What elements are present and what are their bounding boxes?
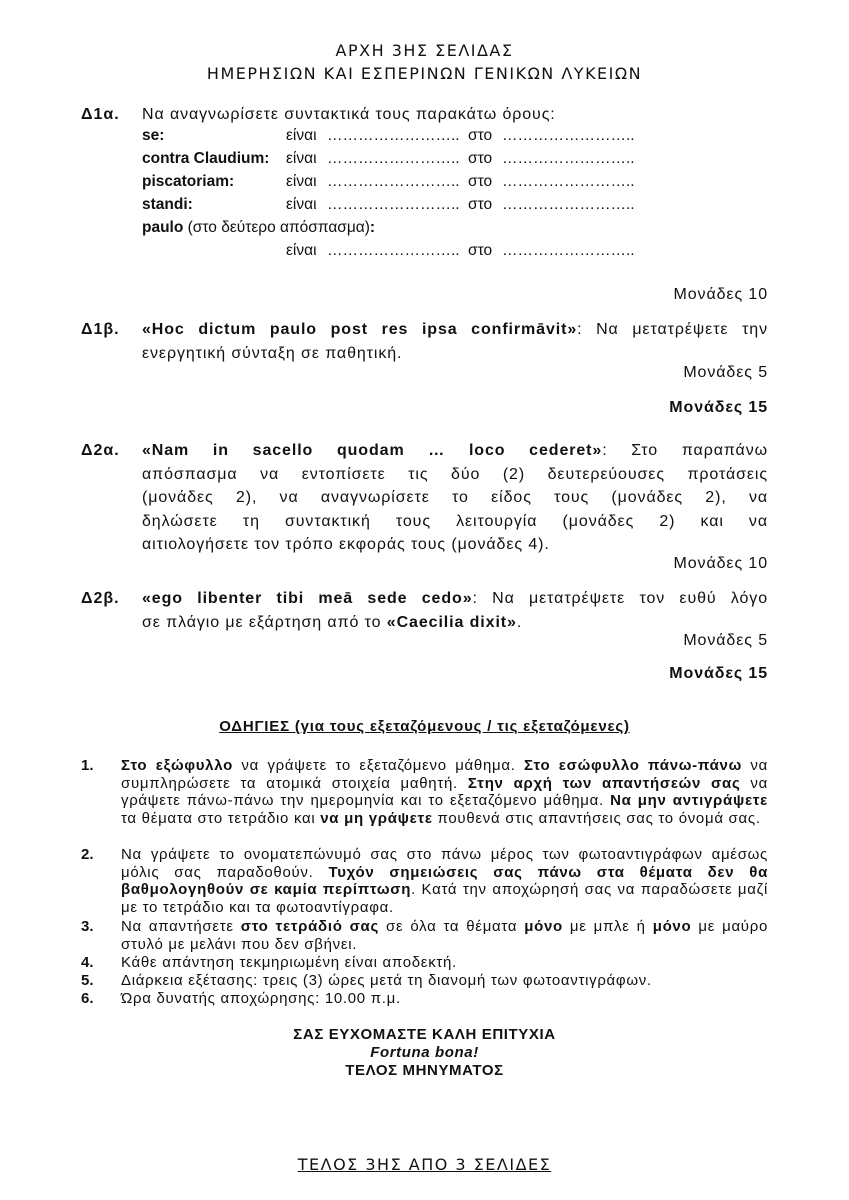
blank-dots: …………………….. <box>327 242 460 259</box>
page-header-line2: ΗΜΕΡΗΣΙΩΝ ΚΑΙ ΕΣΠΕΡΙΝΩΝ ΓΕΝΙΚΩΝ ΛΥΚΕΙΩΝ <box>206 64 643 83</box>
is-word: είναι <box>286 196 317 213</box>
term-note: (στο δεύτερο απόσπασμα) <box>183 219 370 236</box>
instruction-number: 3. <box>81 918 94 935</box>
question-label-d2a: Δ2α. <box>81 442 120 459</box>
emphasis: Τυχόν σημειώσεις σας πάνω στα θέματα δεν θα βαθμολογηθούν σε καμία περίπτωση <box>121 863 768 898</box>
marks-d1b: Μονάδες 5 <box>683 364 768 381</box>
question-label-d1a: Δ1α. <box>81 106 120 123</box>
blank-dots: …………………….. <box>502 242 635 259</box>
latin-quote: «Hoc dictum paulo post res ipsa confirmāvit» <box>142 321 578 338</box>
blank-dots: …………………….. <box>502 173 635 190</box>
text: πουθενά στις απαντήσεις σας το όνομά σας. <box>432 809 761 827</box>
instruction-number: 4. <box>81 954 94 971</box>
marks-d2b: Μονάδες 5 <box>683 632 768 649</box>
text: : Να μετατρέψετε τον ευθύ λόγο <box>472 590 768 607</box>
text: σε όλα τα θέματα <box>378 918 525 935</box>
term-label: piscatoriam: <box>142 173 235 190</box>
instruction-number: 6. <box>81 990 94 1007</box>
sto-word: στο <box>468 127 493 144</box>
latin-quote: «Caecilia dixit» <box>386 613 517 631</box>
text: . Κατά την αποχώρησή σας να παραδώσετε μαζί με το τετράδιο και τα φωτοαντίγραφα. <box>121 881 768 916</box>
sto-word: στο <box>468 242 493 259</box>
blank-dots: …………………….. <box>327 173 460 190</box>
closing-end-message: ΤΕΛΟΣ ΜΗΝΥΜΑΤΟΣ <box>345 1062 504 1079</box>
instruction-number: 2. <box>81 846 94 863</box>
text-line: ενεργητική σύνταξη σε παθητική. <box>142 344 403 362</box>
latin-quote: «ego libenter tibi meā sede cedo» <box>142 590 473 607</box>
text-line: απόσπασμα να εντοπίσετε τις δύο (2) δευτερεύουσες προτάσεις <box>142 465 768 483</box>
instruction-item-3 <box>121 918 768 953</box>
sto-word: στο <box>468 150 493 167</box>
page-header-line1: ΑΡΧΗ 3ΗΣ ΣΕΛΙΔΑΣ <box>335 41 514 60</box>
instruction-item-6: Ώρα δυνατής αποχώρησης: 10.00 π.μ. <box>121 990 401 1007</box>
text: να συμπληρώσετε τα ατομικά στοιχεία μαθητή. <box>121 757 768 792</box>
marks-d2a: Μονάδες 10 <box>673 555 768 572</box>
question-label-d2b: Δ2β. <box>81 590 120 607</box>
instruction-number: 1. <box>81 757 94 774</box>
text: να γράψετε το εξεταζόμενο μάθημα. <box>232 757 525 774</box>
emphasis: Στο εξώφυλλο <box>121 757 233 774</box>
marks-d1a: Μονάδες 10 <box>673 286 768 303</box>
emphasis: Στην αρχή των απαντήσεών σας <box>467 774 741 792</box>
question-body-d1b <box>142 318 768 365</box>
term-label: se: <box>142 127 165 144</box>
term-label: paulo <box>142 219 184 236</box>
instruction-number: 5. <box>81 972 94 989</box>
is-word: είναι <box>286 242 317 259</box>
instruction-item-5: Διάρκεια εξέτασης: τρεις (3) ώρες μετά τη διανομή των φωτοαντιγράφων. <box>121 972 652 989</box>
emphasis: μόνο <box>524 918 563 935</box>
blank-dots: …………………….. <box>327 196 460 213</box>
question-prompt-d1a: Να αναγνωρίσετε συντακτικά τους παρακάτω όρους: <box>142 106 556 123</box>
question-label-d1b: Δ1β. <box>81 321 120 338</box>
is-word: είναι <box>286 150 317 167</box>
term-colon: : <box>369 219 376 236</box>
term-row-paulo <box>142 219 375 237</box>
sto-word: στο <box>468 196 493 213</box>
emphasis: Στο εσώφυλλο πάνω-πάνω <box>524 757 742 774</box>
emphasis: Να μην αντιγράψετε <box>610 792 768 809</box>
text: με μαύρο στυλό με μελάνι που δεν σβήνει. <box>121 918 768 953</box>
page-footer: ΤΕΛΟΣ 3ΗΣ ΑΠΟ 3 ΣΕΛΙΔΕΣ <box>297 1155 552 1174</box>
text: σε πλάγιο με εξάρτηση από το <box>142 613 387 631</box>
marks-total-d2: Μονάδες 15 <box>669 665 768 682</box>
instruction-item-2 <box>121 846 768 916</box>
instructions-title: ΟΔΗΓΙΕΣ (για τους εξεταζόμενους / τις εξεταζόμενες) <box>219 718 630 735</box>
sto-word: στο <box>468 173 493 190</box>
blank-dots: …………………….. <box>502 196 635 213</box>
text-line: δηλώσετε τη συντακτική τους λειτουργία (μονάδες 2) και να <box>142 512 768 530</box>
text-line: αιτιολογήσετε τον τρόπο εκφοράς τους (μονάδες 4). <box>142 536 550 553</box>
emphasis: μόνο <box>652 918 692 935</box>
term-label: contra Claudium: <box>142 150 270 167</box>
closing-latin: Fortuna bona! <box>370 1044 479 1061</box>
closing-wish: ΣΑΣ ΕΥΧΟΜΑΣΤΕ ΚΑΛΗ ΕΠΙΤΥΧΙΑ <box>293 1026 556 1043</box>
text: με μπλε ή <box>562 918 653 935</box>
blank-dots: …………………….. <box>327 150 460 167</box>
blank-dots: …………………….. <box>502 127 635 144</box>
is-word: είναι <box>286 173 317 190</box>
emphasis: στο τετράδιό σας <box>240 918 379 935</box>
question-body-d2b <box>142 587 768 634</box>
text: . <box>516 613 523 631</box>
instruction-item-4: Κάθε απάντηση τεκμηριωμένη είναι αποδεκτή. <box>121 954 457 971</box>
text: τα θέματα στο τετράδιο και <box>121 809 321 827</box>
term-label: standi: <box>142 196 193 213</box>
instruction-item-1 <box>121 757 768 827</box>
text: Να γράψετε το ονοματεπώνυμό σας στο πάνω μέρος των φωτοαντιγράφων αμέσως μόλις σας παραδοθούν. <box>121 846 768 881</box>
blank-dots: …………………….. <box>327 127 460 144</box>
blank-dots: …………………….. <box>502 150 635 167</box>
emphasis: να μη γράψετε <box>320 809 433 827</box>
is-word: είναι <box>286 127 317 144</box>
marks-total-d1: Μονάδες 15 <box>669 399 768 416</box>
question-body-d2a <box>142 439 768 557</box>
text-line: (μονάδες 2), να αναγνωρίσετε το είδος τους (μονάδες 2), να <box>142 489 768 506</box>
latin-quote: «Nam in sacello quodam … loco cederet» <box>142 442 603 459</box>
text: να γράψετε πάνω-πάνω την ημερομηνία και το εξεταζόμενο μάθημα. <box>121 774 768 809</box>
text: Να απαντήσετε <box>121 918 241 935</box>
text: : Να μετατρέψετε την <box>577 321 768 338</box>
text: : Στο παραπάνω <box>602 442 769 459</box>
